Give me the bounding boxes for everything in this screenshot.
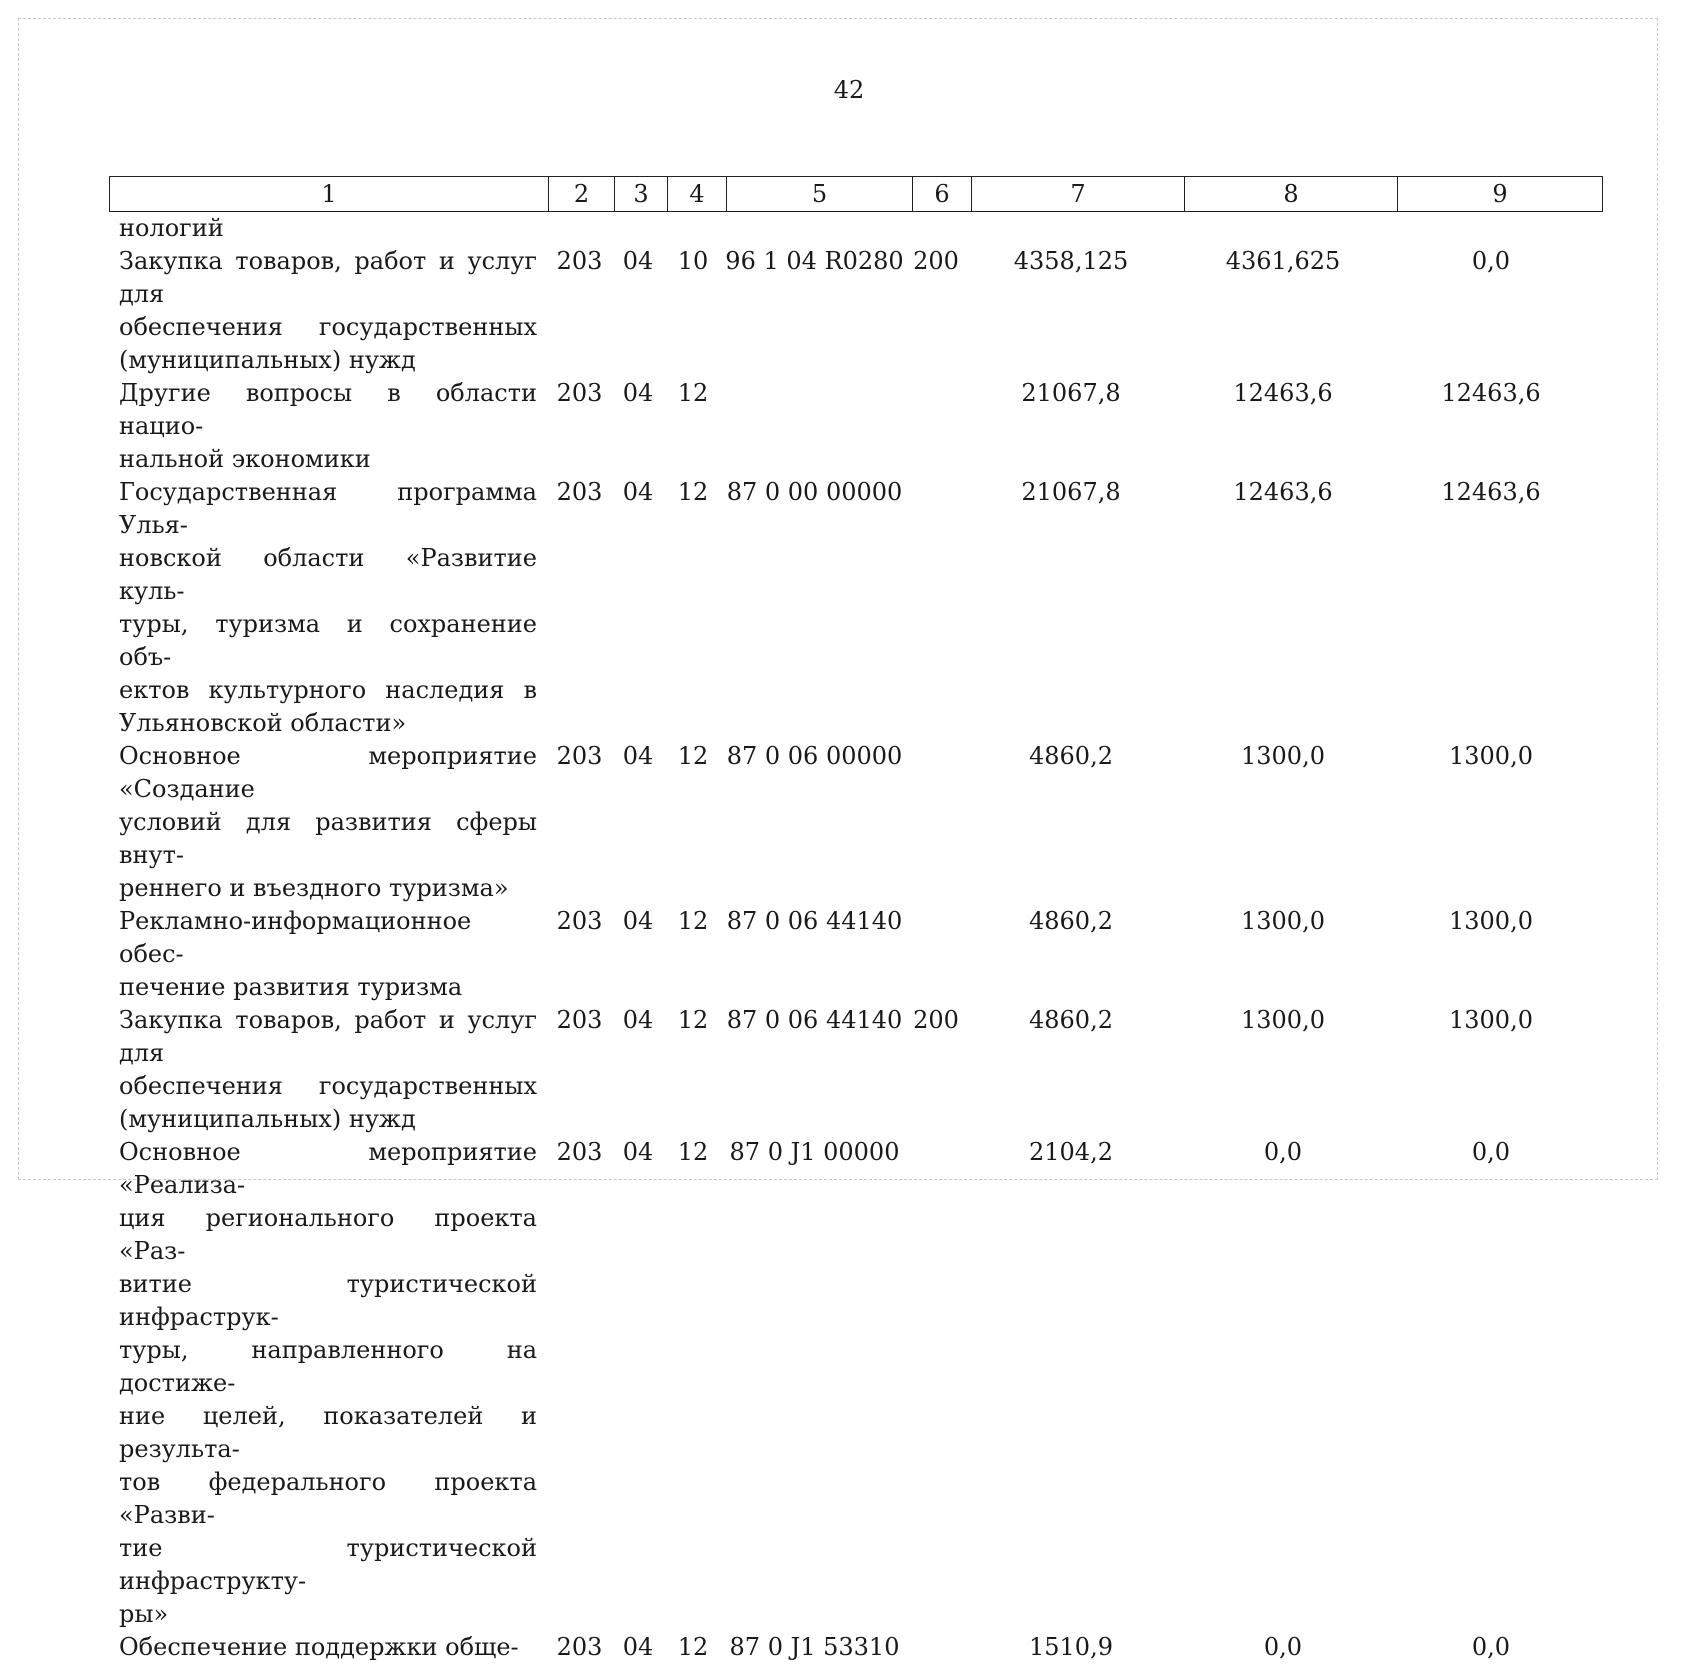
table-row	[109, 476, 1593, 740]
header-col-8: 8	[1185, 177, 1398, 212]
row-name-line: обеспечения государственных	[119, 313, 537, 341]
row-cell-c7	[965, 212, 1177, 245]
row-cell-c5: 87 0 06 44140	[726, 907, 903, 935]
row-cell-c2: 203	[556, 1006, 603, 1034]
row-cell-c8: 1300,0	[1241, 742, 1325, 770]
row-cell-c9: 0,0	[1471, 1138, 1511, 1166]
table-row	[109, 1136, 1593, 1631]
row-name-line: обеспечения государственных	[119, 1072, 537, 1100]
row-cell-c5: 87 0 J1 00000	[729, 1138, 900, 1166]
row-cell-c6	[907, 905, 965, 1004]
row-name-line: нологий	[119, 214, 224, 242]
row-cell-c9: 1300,0	[1449, 907, 1533, 935]
row-cell-c8: 1300,0	[1241, 1006, 1325, 1034]
row-name-line: ектов культурного наследия в	[119, 676, 537, 704]
header-col-5: 5	[727, 177, 913, 212]
row-name-line: печение развития туризма	[119, 973, 463, 1001]
row-name-cell	[109, 740, 547, 905]
row-cell-c3: 04	[622, 742, 654, 770]
row-name-line: туры, туризма и сохранение объ-	[119, 610, 537, 671]
row-cell-c3: 04	[622, 379, 654, 407]
row-cell-c3	[612, 212, 664, 245]
row-name-line: Ульяновской области»	[119, 709, 407, 737]
table-row	[109, 245, 1593, 377]
row-cell-c7: 4860,2	[1029, 907, 1113, 935]
row-name-line: ры»	[119, 1600, 169, 1628]
row-cell-c8: 12463,6	[1233, 478, 1333, 506]
row-name-cell	[109, 1631, 547, 1664]
row-cell-c4: 12	[677, 1138, 709, 1166]
row-cell-c4: 12	[677, 379, 709, 407]
row-cell-c9: 0,0	[1471, 247, 1511, 275]
row-cell-c6	[907, 476, 965, 740]
row-cell-c3: 04	[622, 1138, 654, 1166]
row-cell-c6	[907, 740, 965, 905]
row-name-line: Другие вопросы в области нацио-	[119, 379, 537, 440]
row-cell-c9: 12463,6	[1441, 379, 1541, 407]
header-col-2: 2	[549, 177, 615, 212]
row-cell-c8	[1177, 212, 1389, 245]
row-cell-c6: 200	[913, 247, 959, 275]
row-cell-c4: 12	[677, 1006, 709, 1034]
row-cell-c6	[907, 1136, 965, 1631]
page-number: 42	[833, 76, 865, 104]
row-cell-c4: 12	[677, 742, 709, 770]
table-row	[109, 212, 1593, 245]
header-col-1: 1	[110, 177, 549, 212]
row-cell-c3: 04	[622, 478, 654, 506]
row-cell-c5: 87 0 06 00000	[726, 742, 903, 770]
row-cell-c4: 10	[677, 247, 709, 275]
column-header-row	[109, 176, 1603, 212]
row-cell-c3: 04	[622, 247, 654, 275]
row-cell-c9	[1389, 212, 1593, 245]
row-cell-c4: 12	[677, 478, 709, 506]
row-name-line: ние целей, показателей и результа-	[119, 1402, 537, 1463]
row-name-line: ция регионального проекта «Раз-	[119, 1204, 537, 1265]
row-cell-c7: 4358,125	[1013, 247, 1129, 275]
row-cell-c2: 203	[556, 1138, 603, 1166]
row-cell-c9: 12463,6	[1441, 478, 1541, 506]
row-name-line: Основное мероприятие «Реализа-	[119, 1138, 537, 1199]
row-cell-c6	[907, 212, 965, 245]
row-cell-c5: 87 0 06 44140	[726, 1006, 903, 1034]
row-cell-c3: 04	[622, 1006, 654, 1034]
table-row	[109, 377, 1593, 476]
row-name-line: тие туристической инфраструкту-	[119, 1534, 537, 1595]
row-cell-c3: 04	[622, 907, 654, 935]
row-name-line: условий для развития сферы внут-	[119, 808, 537, 869]
header-col-7: 7	[972, 177, 1185, 212]
header-col-3: 3	[615, 177, 668, 212]
row-cell-c7: 4860,2	[1029, 742, 1113, 770]
row-name-line: Обеспечение поддержки обще-	[119, 1633, 519, 1661]
row-cell-c3: 04	[622, 1633, 654, 1661]
row-name-line: Государственная программа Улья-	[119, 478, 537, 539]
table-row	[109, 1004, 1593, 1136]
row-name-cell	[109, 245, 547, 377]
row-cell-c6	[907, 1631, 965, 1664]
row-cell-c2: 203	[556, 247, 603, 275]
row-name-cell	[109, 476, 547, 740]
table-row	[109, 740, 1593, 905]
row-cell-c8: 0,0	[1263, 1138, 1303, 1166]
row-name-line: тов федерального проекта «Разви-	[119, 1468, 537, 1529]
row-cell-c7: 21067,8	[1021, 478, 1121, 506]
row-cell-c5	[722, 377, 907, 476]
row-cell-c5	[722, 212, 907, 245]
row-name-line: Закупка товаров, работ и услуг для	[119, 247, 537, 308]
row-cell-c2: 203	[556, 742, 603, 770]
row-cell-c6	[907, 377, 965, 476]
row-name-line: (муниципальных) нужд	[119, 1105, 416, 1133]
row-cell-c7: 4860,2	[1029, 1006, 1113, 1034]
row-name-line: Основное мероприятие «Создание	[119, 742, 537, 803]
row-cell-c4: 12	[677, 1633, 709, 1661]
row-name-cell	[109, 1004, 547, 1136]
row-cell-c5: 96 1 04 R0280	[725, 247, 904, 275]
row-cell-c8: 0,0	[1263, 1633, 1303, 1661]
row-cell-c4: 12	[677, 907, 709, 935]
row-cell-c4	[664, 212, 722, 245]
row-cell-c9: 1300,0	[1449, 1006, 1533, 1034]
header-col-4: 4	[668, 177, 727, 212]
row-cell-c9: 1300,0	[1449, 742, 1533, 770]
header-col-9: 9	[1398, 177, 1603, 212]
row-name-line: реннего и въездного туризма»	[119, 874, 509, 902]
row-name-line: нальной экономики	[119, 445, 371, 473]
row-name-line: новской области «Развитие куль-	[119, 544, 537, 605]
row-name-cell	[109, 212, 547, 245]
row-name-line: Рекламно-информационное обес-	[119, 907, 472, 968]
row-name-line: туры, направленного на достиже-	[119, 1336, 537, 1397]
row-name-line: Закупка товаров, работ и услуг для	[119, 1006, 537, 1067]
row-cell-c6: 200	[913, 1006, 959, 1034]
row-cell-c2: 203	[556, 1633, 603, 1661]
row-cell-c9: 0,0	[1471, 1633, 1511, 1661]
table-row	[109, 905, 1593, 1004]
row-cell-c2	[547, 212, 612, 245]
row-cell-c5: 87 0 J1 53310	[729, 1633, 900, 1661]
row-cell-c2: 203	[556, 478, 603, 506]
row-name-line: (муниципальных) нужд	[119, 346, 416, 374]
table-body	[109, 212, 1593, 1664]
row-name-cell	[109, 1136, 547, 1631]
row-cell-c7: 21067,8	[1021, 379, 1121, 407]
row-cell-c5: 87 0 00 00000	[726, 478, 903, 506]
row-cell-c2: 203	[556, 907, 603, 935]
row-name-line: витие туристической инфраструк-	[119, 1270, 537, 1331]
row-cell-c8: 12463,6	[1233, 379, 1333, 407]
row-cell-c8: 4361,625	[1225, 247, 1341, 275]
row-cell-c7: 1510,9	[1029, 1633, 1113, 1661]
row-name-cell	[109, 905, 547, 1004]
table-row	[109, 1631, 1593, 1664]
row-name-cell	[109, 377, 547, 476]
row-cell-c2: 203	[556, 379, 603, 407]
row-cell-c8: 1300,0	[1241, 907, 1325, 935]
header-col-6: 6	[913, 177, 972, 212]
row-cell-c7: 2104,2	[1029, 1138, 1113, 1166]
